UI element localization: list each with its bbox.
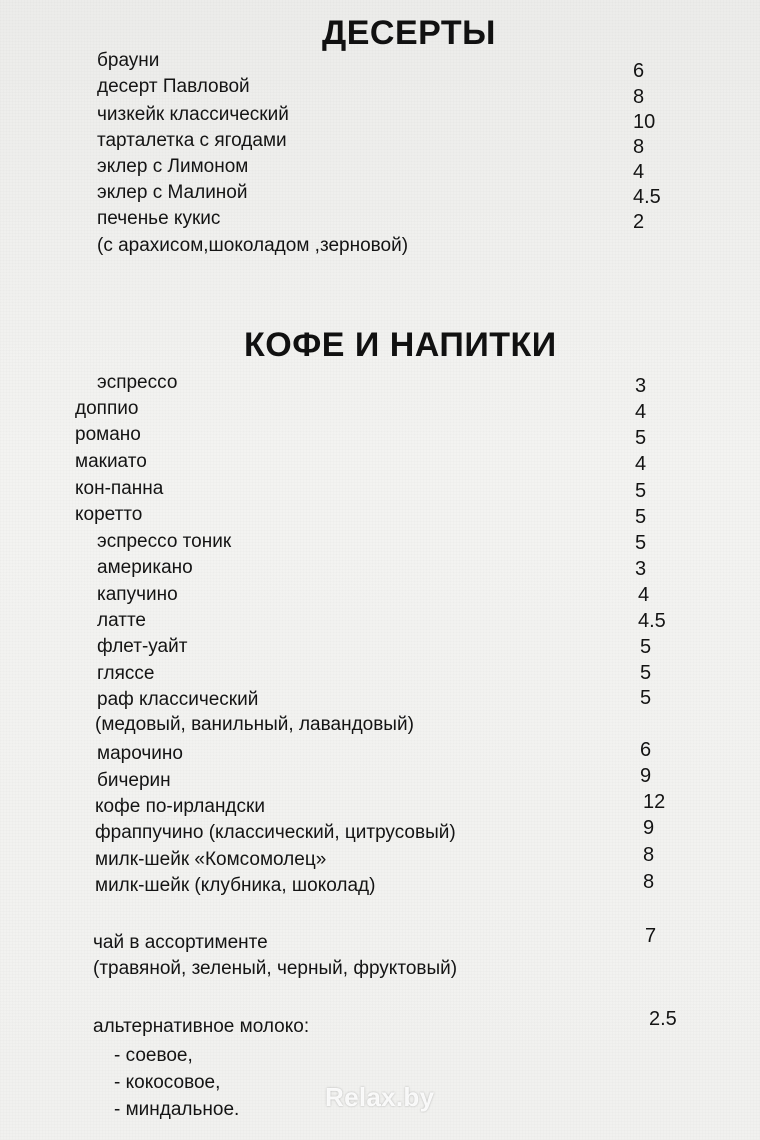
drink-item-price: 5	[635, 427, 647, 449]
drink-item-price: 4	[638, 584, 650, 606]
tea-note: (травяной, зеленый, черный, фруктовый)	[93, 958, 458, 979]
drink-item-name: марочино	[97, 743, 183, 764]
dessert-item-name: брауни	[97, 50, 160, 71]
drink-item-price: 9	[640, 765, 652, 787]
drink-item-price: 5	[635, 506, 647, 528]
drink-item-price: 4.5	[638, 610, 666, 632]
drink-item-price: 8	[643, 844, 655, 866]
drink-item-name: эспрессо	[97, 372, 178, 393]
drink-item-name: кофе по-ирландски	[95, 796, 265, 817]
dessert-item-price: 4	[633, 161, 645, 183]
dessert-item-name: десерт Павловой	[97, 76, 250, 97]
milk-option: - миндальное.	[114, 1099, 240, 1120]
drink-item-price: 9	[643, 817, 655, 839]
dessert-item-price: 4.5	[633, 186, 661, 208]
drink-item-name: бичерин	[97, 770, 171, 791]
drink-item-name: альтернативное молоко:	[93, 1016, 310, 1037]
drink-item-name: американо	[97, 557, 193, 578]
dessert-item-name: эклер с Малиной	[97, 182, 248, 203]
dessert-item-price: 8	[633, 136, 645, 158]
drink-item-price: 5	[635, 532, 647, 554]
dessert-item-name: тарталетка с ягодами	[97, 130, 287, 151]
dessert-item-price: 8	[633, 86, 645, 108]
dessert-item-name: эклер с Лимоном	[97, 156, 249, 177]
dessert-note: (с арахисом,шоколадом ,зерновой)	[97, 235, 409, 256]
drink-item-price: 5	[640, 687, 652, 709]
drink-item-price: 3	[635, 558, 647, 580]
drink-item-name: милк-шейк «Комсомолец»	[95, 849, 327, 870]
drink-item-name: кон-панна	[75, 478, 164, 499]
dessert-item-price: 6	[633, 60, 645, 82]
drink-item-price: 4	[635, 401, 647, 423]
watermark: Relax.by	[325, 1082, 435, 1112]
drink-item-name: доппио	[75, 398, 139, 419]
drink-item-price: 2.5	[649, 1008, 677, 1030]
raf-note: (медовый, ванильный, лавандовый)	[95, 714, 414, 735]
dessert-item-price: 2	[633, 211, 645, 233]
drink-item-price: 5	[640, 636, 652, 658]
drink-item-name: романо	[75, 424, 141, 445]
drink-item-price: 5	[635, 480, 647, 502]
drink-item-price: 4	[635, 453, 647, 475]
drink-item-name: капучино	[97, 584, 178, 605]
drink-item-name: флет-уайт	[97, 636, 188, 657]
drink-item-price: 5	[640, 662, 652, 684]
desserts-heading: ДЕСЕРТЫ	[322, 14, 496, 52]
drink-item-price: 6	[640, 739, 652, 761]
drink-item-name: раф классический	[97, 689, 259, 710]
milk-option: - кокосовое,	[114, 1072, 221, 1093]
drink-item-name: милк-шейк (клубника, шоколад)	[95, 875, 376, 896]
drink-item-name: латте	[97, 610, 146, 631]
drink-item-name: эспрессо тоник	[97, 531, 232, 552]
drink-item-name: макиато	[75, 451, 147, 472]
drink-item-price: 12	[643, 791, 666, 813]
dessert-item-name: чизкейк классический	[97, 104, 289, 125]
drink-item-name: коретто	[75, 504, 143, 525]
dessert-item-name: печенье кукис	[97, 208, 221, 229]
drinks-heading: КОФЕ И НАПИТКИ	[244, 326, 557, 364]
milk-option: - соевое,	[114, 1045, 193, 1066]
drink-item-price: 8	[643, 871, 655, 893]
drink-item-name: фраппучино (классический, цитрусовый)	[95, 822, 456, 843]
drink-item-price: 7	[645, 925, 657, 947]
dessert-item-price: 10	[633, 111, 656, 133]
drink-item-name: чай в ассортименте	[93, 932, 268, 953]
drink-item-name: гляссе	[97, 663, 155, 684]
drink-item-price: 3	[635, 375, 647, 397]
